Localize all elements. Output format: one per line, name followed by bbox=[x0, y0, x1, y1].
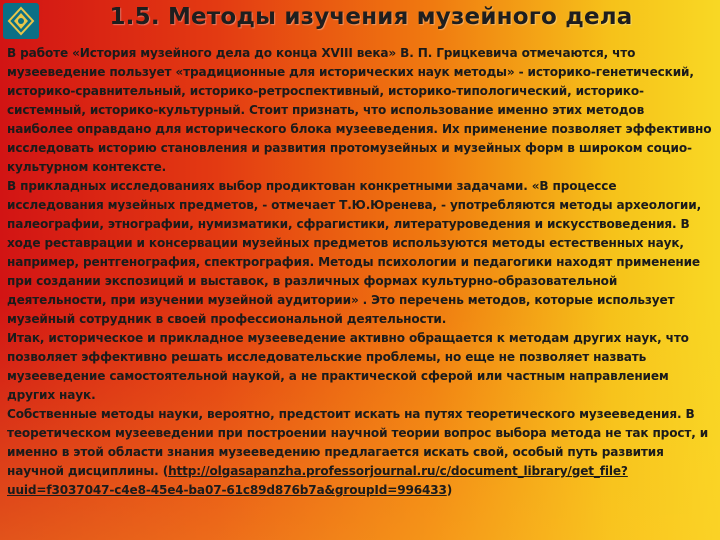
source-open-paren: ( bbox=[162, 464, 169, 478]
paragraph-conclusion: Итак, историческое и прикладное музееведение активно обращается к методам других наук, что позволяет эффективно решать исследовательские проблемы, но еще не позволяет назвать музееведение самостоятельной наукой, а не практической сферой или частным направлением других наук. bbox=[7, 331, 689, 402]
slide-body bbox=[7, 44, 713, 540]
source-link[interactable]: http://olgasapanzha.professorjournal.ru/c/document_library/get_file?uuid=f3037047-c4e8-45e4-ba07-61c89d876b7a&groupId=996433 bbox=[7, 464, 628, 497]
paragraph-theoretical-methods bbox=[7, 405, 713, 500]
paragraph-theoretical-text: Собственные методы науки, вероятно, предстоит искать на путях теоретического музееведения. В теоретическом музееведении при построении научной теории вопрос выбора метода не так прост, и именно в этой области знания музееведению предлагается искать свой, особый путь развития научной дисциплины. bbox=[7, 407, 709, 478]
slide-title: 1.5. Методы изучения музейного дела bbox=[109, 4, 633, 30]
source-close-paren: ) bbox=[446, 483, 453, 497]
paragraph-applied-methods: В прикладных исследованиях выбор продиктован конкретными задачами. «В процессе исследования музейных предметов, - отмечает Т.Ю.Юренева, - употребляются методы археологии, палеографии, этнографии, нумизматики, сфрагистики, литературоведения и искусствоведения. В ходе реставрации и консервации музейных предметов используются методы естественных наук, например, рентгенография, спектрография. Методы психологии и педагогики находят применение при создании экспозиций и выставок, в различных формах культурно-образовательной деятельности, при изучении музейной аудитории» . Это перечень методов, которые использует музейный сотрудник в своей профессиональной деятельности. bbox=[7, 179, 702, 326]
paragraph-historical-methods: В работе «История музейного дела до конца XVIII века» В. П. Грицкевича отмечаются, что музееведение пользует «традиционные для исторических наук методы» - историко-генетический, историко-сравнительный, историко-ретроспективный, историко-типологический, историко-системный, историко-культурный. Стоит признать, что использование именно этих методов наиболее оправдано для исторического блока музееведения. Их применение позволяет эффективно исследовать историю становления и развития протомузейных и музейных форм в широком социо-культурном контексте. bbox=[7, 46, 712, 174]
